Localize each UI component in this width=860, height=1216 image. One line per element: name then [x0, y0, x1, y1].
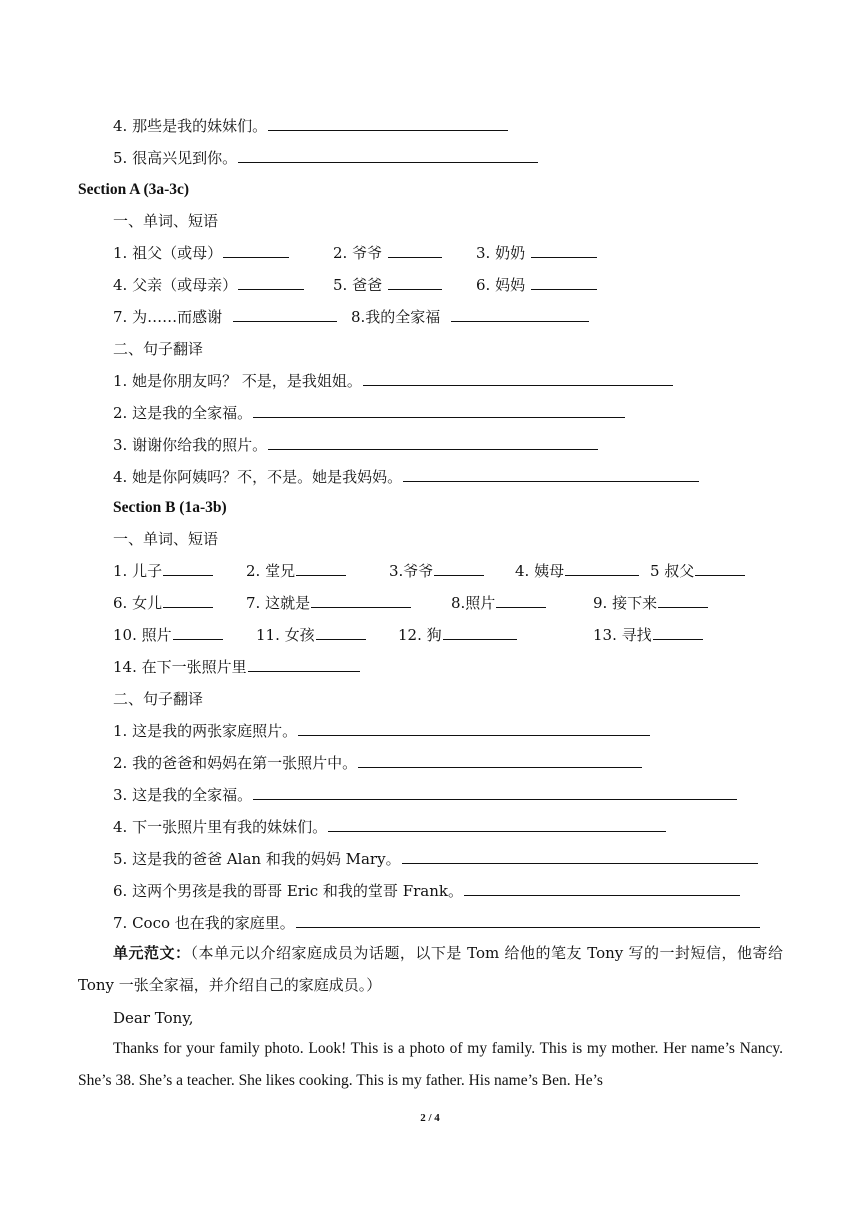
answer-blank[interactable]	[253, 782, 737, 800]
answer-blank[interactable]	[223, 240, 289, 258]
answer-blank[interactable]	[316, 622, 366, 640]
translation-item: 4. 那些是我的妹妹们。	[0, 113, 860, 139]
answer-blank[interactable]	[402, 846, 758, 864]
answer-blank[interactable]	[451, 304, 589, 322]
answer-blank[interactable]	[358, 750, 642, 768]
answer-blank[interactable]	[464, 878, 740, 896]
translation-item: 2. 我的爸爸和妈妈在第一张照片中。	[0, 750, 860, 776]
answer-blank[interactable]	[296, 558, 346, 576]
translation-item: 6. 这两个男孩是我的哥哥 Eric 和我的堂哥 Frank。	[0, 878, 860, 904]
subsection-heading: 二、句子翻译	[113, 690, 204, 708]
vocab-row: 1. 祖父（或母） 2. 爷爷 3. 奶奶	[0, 240, 860, 266]
answer-blank[interactable]	[268, 432, 598, 450]
answer-blank[interactable]	[434, 558, 484, 576]
answer-blank[interactable]	[248, 654, 360, 672]
vocab-row: 4. 父亲（或母亲） 5. 爸爸 6. 妈妈	[0, 272, 860, 298]
translation-item: 3. 谢谢你给我的照片。	[0, 432, 860, 458]
answer-blank[interactable]	[311, 590, 411, 608]
answer-blank[interactable]	[496, 590, 546, 608]
answer-blank[interactable]	[328, 814, 666, 832]
vocab-row: 10. 照片 11. 女孩 12. 狗 13. 寻找	[0, 622, 860, 648]
vocab-row: 14. 在下一张照片里	[0, 654, 860, 680]
answer-blank[interactable]	[658, 590, 708, 608]
section-heading: Section B (1a-3b)	[113, 499, 227, 516]
answer-blank[interactable]	[296, 910, 760, 928]
section-heading: Section A (3a-3c)	[78, 181, 190, 198]
vocab-row: 7. 为……而感谢 8.我的全家福	[0, 304, 860, 330]
answer-blank[interactable]	[388, 272, 442, 290]
translation-item: 2. 这是我的全家福。	[0, 400, 860, 426]
translation-item: 4. 下一张照片里有我的妹妹们。	[0, 814, 860, 840]
translation-item: 3. 这是我的全家福。	[0, 782, 860, 808]
subsection-heading: 一、单词、短语	[113, 212, 219, 230]
subsection-heading: 一、单词、短语	[113, 530, 219, 548]
answer-blank[interactable]	[238, 145, 538, 163]
essay-label: 单元范文：	[113, 944, 191, 962]
answer-blank[interactable]	[253, 400, 625, 418]
answer-blank[interactable]	[388, 240, 442, 258]
answer-blank[interactable]	[163, 558, 213, 576]
translation-item: 4. 她是你阿姨吗？不，不是。她是我妈妈。	[0, 464, 860, 490]
essay-body: Thanks for your family photo. Look! This is a photo of my family. This is my mother. Her name’s Nancy. She’s 38. She’s a teacher. She likes cooking. This is my father. His name’s Ben. He’s	[78, 1040, 783, 1089]
essay-intro: 单元范文：（本单元以介绍家庭成员为话题，以下是 Tom 给他的笔友 Tony 写的一封短信，他寄给 Tony 一张全家福，并介绍自己的家庭成员。）	[78, 944, 783, 994]
answer-blank[interactable]	[531, 272, 597, 290]
answer-blank[interactable]	[653, 622, 703, 640]
answer-blank[interactable]	[531, 240, 597, 258]
translation-item: 5. 这是我的爸爸 Alan 和我的妈妈 Mary。	[0, 846, 860, 872]
answer-blank[interactable]	[233, 304, 337, 322]
answer-blank[interactable]	[173, 622, 223, 640]
translation-item: 5. 很高兴见到你。	[0, 145, 860, 171]
vocab-row: 1. 儿子 2. 堂兄 3.爷爷 4. 姨母 5 叔父	[0, 558, 860, 584]
translation-item: 7. Coco 也在我的家庭里。	[0, 910, 860, 936]
answer-blank[interactable]	[403, 464, 699, 482]
answer-blank[interactable]	[268, 113, 508, 131]
translation-item: 1. 这是我的两张家庭照片。	[0, 718, 860, 744]
translation-item: 1. 她是你朋友吗？ 不是，是我姐姐。	[0, 368, 860, 394]
answer-blank[interactable]	[298, 718, 650, 736]
answer-blank[interactable]	[363, 368, 673, 386]
answer-blank[interactable]	[695, 558, 745, 576]
subsection-heading: 二、句子翻译	[113, 340, 204, 358]
essay-greeting: Dear Tony,	[113, 1009, 194, 1027]
page-number: 2 / 4	[420, 1112, 440, 1124]
answer-blank[interactable]	[443, 622, 517, 640]
answer-blank[interactable]	[163, 590, 213, 608]
vocab-row: 6. 女儿 7. 这就是 8.照片 9. 接下来	[0, 590, 860, 616]
answer-blank[interactable]	[238, 272, 304, 290]
answer-blank[interactable]	[565, 558, 639, 576]
